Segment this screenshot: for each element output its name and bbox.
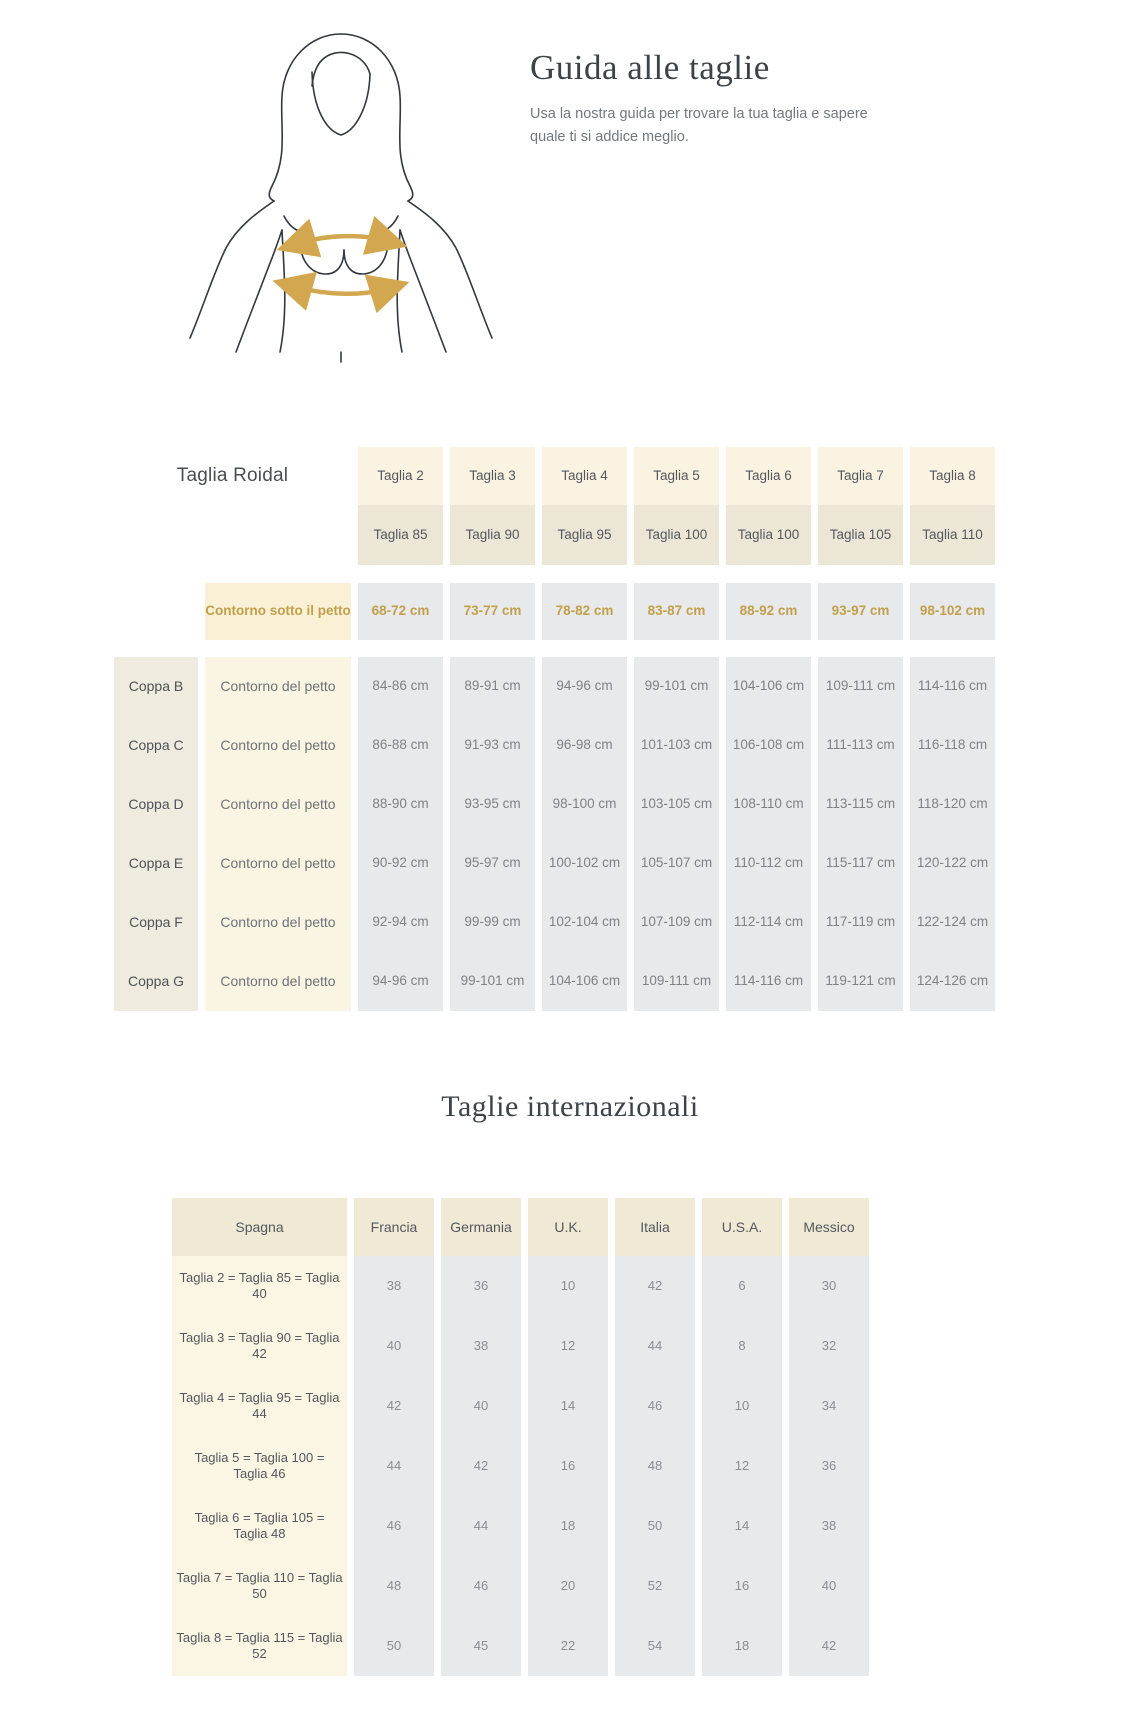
underbust-value: 68-72 cm bbox=[358, 583, 443, 640]
page-subtitle: Usa la nostra guida per trovare la tua taglia e sapere quale ti si addice meglio. bbox=[530, 106, 868, 145]
roidal-size-header: Taglia 5 bbox=[634, 447, 719, 505]
intl-size-value: 10 bbox=[528, 1256, 608, 1316]
roidal-size-header: Taglia 2 bbox=[358, 447, 443, 505]
intl-size-value: 42 bbox=[441, 1436, 521, 1496]
cup-value: 88-90 cm bbox=[358, 775, 443, 834]
intl-column-header: Messico bbox=[789, 1198, 869, 1256]
roidal-size-header: Taglia 4 bbox=[542, 447, 627, 505]
intl-column-header: Germania bbox=[441, 1198, 521, 1256]
intl-size-value: 6 bbox=[702, 1256, 782, 1316]
intl-size-value: 38 bbox=[789, 1496, 869, 1556]
cup-value: 99-101 cm bbox=[450, 952, 535, 1011]
cup-measure-label: Contorno del petto bbox=[205, 657, 351, 716]
intl-size-value: 46 bbox=[441, 1556, 521, 1616]
roidal-size-subheader: Taglia 85 bbox=[358, 505, 443, 565]
intl-size-value: 44 bbox=[441, 1496, 521, 1556]
cup-value: 124-126 cm bbox=[910, 952, 995, 1011]
intl-size-value: 52 bbox=[615, 1556, 695, 1616]
cup-value: 117-119 cm bbox=[818, 893, 903, 952]
cup-value: 109-111 cm bbox=[818, 657, 903, 716]
cup-value: 91-93 cm bbox=[450, 716, 535, 775]
underbust-measure-arrow-icon bbox=[292, 286, 390, 294]
intl-size-value: 42 bbox=[354, 1376, 434, 1436]
intl-row-label: Taglia 6 = Taglia 105 = Taglia 48 bbox=[172, 1496, 347, 1556]
intl-size-value: 30 bbox=[789, 1256, 869, 1316]
cup-value: 116-118 cm bbox=[910, 716, 995, 775]
cup-value: 89-91 cm bbox=[450, 657, 535, 716]
cup-value: 93-95 cm bbox=[450, 775, 535, 834]
intl-column-header: Francia bbox=[354, 1198, 434, 1256]
cup-value: 94-96 cm bbox=[358, 952, 443, 1011]
intl-size-value: 34 bbox=[789, 1376, 869, 1436]
cup-value: 92-94 cm bbox=[358, 893, 443, 952]
intl-size-value: 22 bbox=[528, 1616, 608, 1676]
international-table bbox=[172, 1198, 869, 1676]
cup-value: 86-88 cm bbox=[358, 716, 443, 775]
cup-value: 103-105 cm bbox=[634, 775, 719, 834]
cup-value: 99-99 cm bbox=[450, 893, 535, 952]
cup-value: 114-116 cm bbox=[910, 657, 995, 716]
intl-size-value: 44 bbox=[615, 1316, 695, 1376]
cup-value: 110-112 cm bbox=[726, 834, 811, 893]
cup-value: 109-111 cm bbox=[634, 952, 719, 1011]
intl-size-value: 16 bbox=[702, 1556, 782, 1616]
intl-size-value: 44 bbox=[354, 1436, 434, 1496]
intl-column-header: U.K. bbox=[528, 1198, 608, 1256]
intl-size-value: 12 bbox=[702, 1436, 782, 1496]
underbust-value: 88-92 cm bbox=[726, 583, 811, 640]
roidal-size-subheader: Taglia 100 bbox=[726, 505, 811, 565]
cup-value: 106-108 cm bbox=[726, 716, 811, 775]
cup-value: 84-86 cm bbox=[358, 657, 443, 716]
intl-size-value: 36 bbox=[789, 1436, 869, 1496]
intl-column-header: Spagna bbox=[172, 1198, 347, 1256]
roidal-size-subheader: Taglia 105 bbox=[818, 505, 903, 565]
intl-size-value: 48 bbox=[354, 1556, 434, 1616]
roidal-size-subheader: Taglia 100 bbox=[634, 505, 719, 565]
intl-size-value: 20 bbox=[528, 1556, 608, 1616]
intl-size-value: 10 bbox=[702, 1376, 782, 1436]
cup-row-label: Coppa C bbox=[114, 716, 198, 775]
underbust-value: 93-97 cm bbox=[818, 583, 903, 640]
intl-size-value: 54 bbox=[615, 1616, 695, 1676]
intl-size-value: 48 bbox=[615, 1436, 695, 1496]
cup-row-label: Coppa D bbox=[114, 775, 198, 834]
roidal-size-header: Taglia 6 bbox=[726, 447, 811, 505]
intl-size-value: 32 bbox=[789, 1316, 869, 1376]
cup-value: 105-107 cm bbox=[634, 834, 719, 893]
underbust-value: 78-82 cm bbox=[542, 583, 627, 640]
intl-size-value: 50 bbox=[354, 1616, 434, 1676]
intl-row-label: Taglia 5 = Taglia 100 = Taglia 46 bbox=[172, 1436, 347, 1496]
cup-value: 115-117 cm bbox=[818, 834, 903, 893]
roidal-table bbox=[114, 447, 995, 1011]
cup-value: 122-124 cm bbox=[910, 893, 995, 952]
hero-text-block bbox=[530, 48, 910, 148]
cup-measure-label: Contorno del petto bbox=[205, 952, 351, 1011]
intl-size-value: 14 bbox=[702, 1496, 782, 1556]
cup-value: 94-96 cm bbox=[542, 657, 627, 716]
cup-measure-label: Contorno del petto bbox=[205, 775, 351, 834]
intl-size-value: 45 bbox=[441, 1616, 521, 1676]
roidal-size-header: Taglia 8 bbox=[910, 447, 995, 505]
figure-outline bbox=[190, 34, 492, 362]
cup-value: 98-100 cm bbox=[542, 775, 627, 834]
measurement-figure-illustration bbox=[178, 20, 508, 370]
intl-row-label: Taglia 2 = Taglia 85 = Taglia 40 bbox=[172, 1256, 347, 1316]
intl-column-header: U.S.A. bbox=[702, 1198, 782, 1256]
roidal-corner-label: Taglia Roidal bbox=[176, 465, 289, 486]
intl-size-value: 42 bbox=[789, 1616, 869, 1676]
intl-size-value: 40 bbox=[789, 1556, 869, 1616]
intl-size-value: 40 bbox=[441, 1376, 521, 1436]
intl-size-value: 46 bbox=[354, 1496, 434, 1556]
cup-value: 99-101 cm bbox=[634, 657, 719, 716]
cup-row-label: Coppa G bbox=[114, 952, 198, 1011]
intl-size-value: 14 bbox=[528, 1376, 608, 1436]
intl-size-value: 36 bbox=[441, 1256, 521, 1316]
cup-row-label: Coppa B bbox=[114, 657, 198, 716]
roidal-size-subheader: Taglia 95 bbox=[542, 505, 627, 565]
cup-value: 111-113 cm bbox=[818, 716, 903, 775]
cup-value: 120-122 cm bbox=[910, 834, 995, 893]
cup-value: 96-98 cm bbox=[542, 716, 627, 775]
intl-size-value: 12 bbox=[528, 1316, 608, 1376]
intl-row-label: Taglia 7 = Taglia 110 = Taglia 50 bbox=[172, 1556, 347, 1616]
cup-row-label: Coppa F bbox=[114, 893, 198, 952]
intl-row-label: Taglia 3 = Taglia 90 = Taglia 42 bbox=[172, 1316, 347, 1376]
intl-size-value: 18 bbox=[528, 1496, 608, 1556]
intl-size-value: 38 bbox=[354, 1256, 434, 1316]
intl-size-value: 42 bbox=[615, 1256, 695, 1316]
intl-row-label: Taglia 8 = Taglia 115 = Taglia 52 bbox=[172, 1616, 347, 1676]
bust-measure-arrow-icon bbox=[296, 236, 388, 244]
roidal-size-header: Taglia 7 bbox=[818, 447, 903, 505]
cup-value: 107-109 cm bbox=[634, 893, 719, 952]
intl-size-value: 8 bbox=[702, 1316, 782, 1376]
cup-value: 119-121 cm bbox=[818, 952, 903, 1011]
cup-row-label: Coppa E bbox=[114, 834, 198, 893]
cup-value: 90-92 cm bbox=[358, 834, 443, 893]
intl-size-value: 46 bbox=[615, 1376, 695, 1436]
cup-value: 108-110 cm bbox=[726, 775, 811, 834]
cup-value: 113-115 cm bbox=[818, 775, 903, 834]
cup-value: 95-97 cm bbox=[450, 834, 535, 893]
cup-value: 104-106 cm bbox=[542, 952, 627, 1011]
roidal-size-subheader: Taglia 110 bbox=[910, 505, 995, 565]
intl-size-value: 16 bbox=[528, 1436, 608, 1496]
international-title: Taglie internazionali bbox=[441, 1090, 699, 1123]
underbust-row-label: Contorno sotto il petto bbox=[205, 583, 351, 640]
cup-measure-label: Contorno del petto bbox=[205, 834, 351, 893]
cup-value: 101-103 cm bbox=[634, 716, 719, 775]
cup-measure-label: Contorno del petto bbox=[205, 716, 351, 775]
woman-torso-line-art bbox=[178, 20, 508, 370]
underbust-value: 83-87 cm bbox=[634, 583, 719, 640]
intl-row-label: Taglia 4 = Taglia 95 = Taglia 44 bbox=[172, 1376, 347, 1436]
roidal-size-subheader: Taglia 90 bbox=[450, 505, 535, 565]
intl-size-value: 50 bbox=[615, 1496, 695, 1556]
intl-size-value: 38 bbox=[441, 1316, 521, 1376]
cup-value: 104-106 cm bbox=[726, 657, 811, 716]
page-title: Guida alle taglie bbox=[530, 48, 770, 87]
intl-size-value: 18 bbox=[702, 1616, 782, 1676]
cup-value: 114-116 cm bbox=[726, 952, 811, 1011]
roidal-size-header: Taglia 3 bbox=[450, 447, 535, 505]
intl-size-value: 40 bbox=[354, 1316, 434, 1376]
intl-column-header: Italia bbox=[615, 1198, 695, 1256]
cup-value: 112-114 cm bbox=[726, 893, 811, 952]
cup-measure-label: Contorno del petto bbox=[205, 893, 351, 952]
underbust-value: 73-77 cm bbox=[450, 583, 535, 640]
cup-value: 118-120 cm bbox=[910, 775, 995, 834]
cup-value: 102-104 cm bbox=[542, 893, 627, 952]
cup-value: 100-102 cm bbox=[542, 834, 627, 893]
underbust-value: 98-102 cm bbox=[910, 583, 995, 640]
